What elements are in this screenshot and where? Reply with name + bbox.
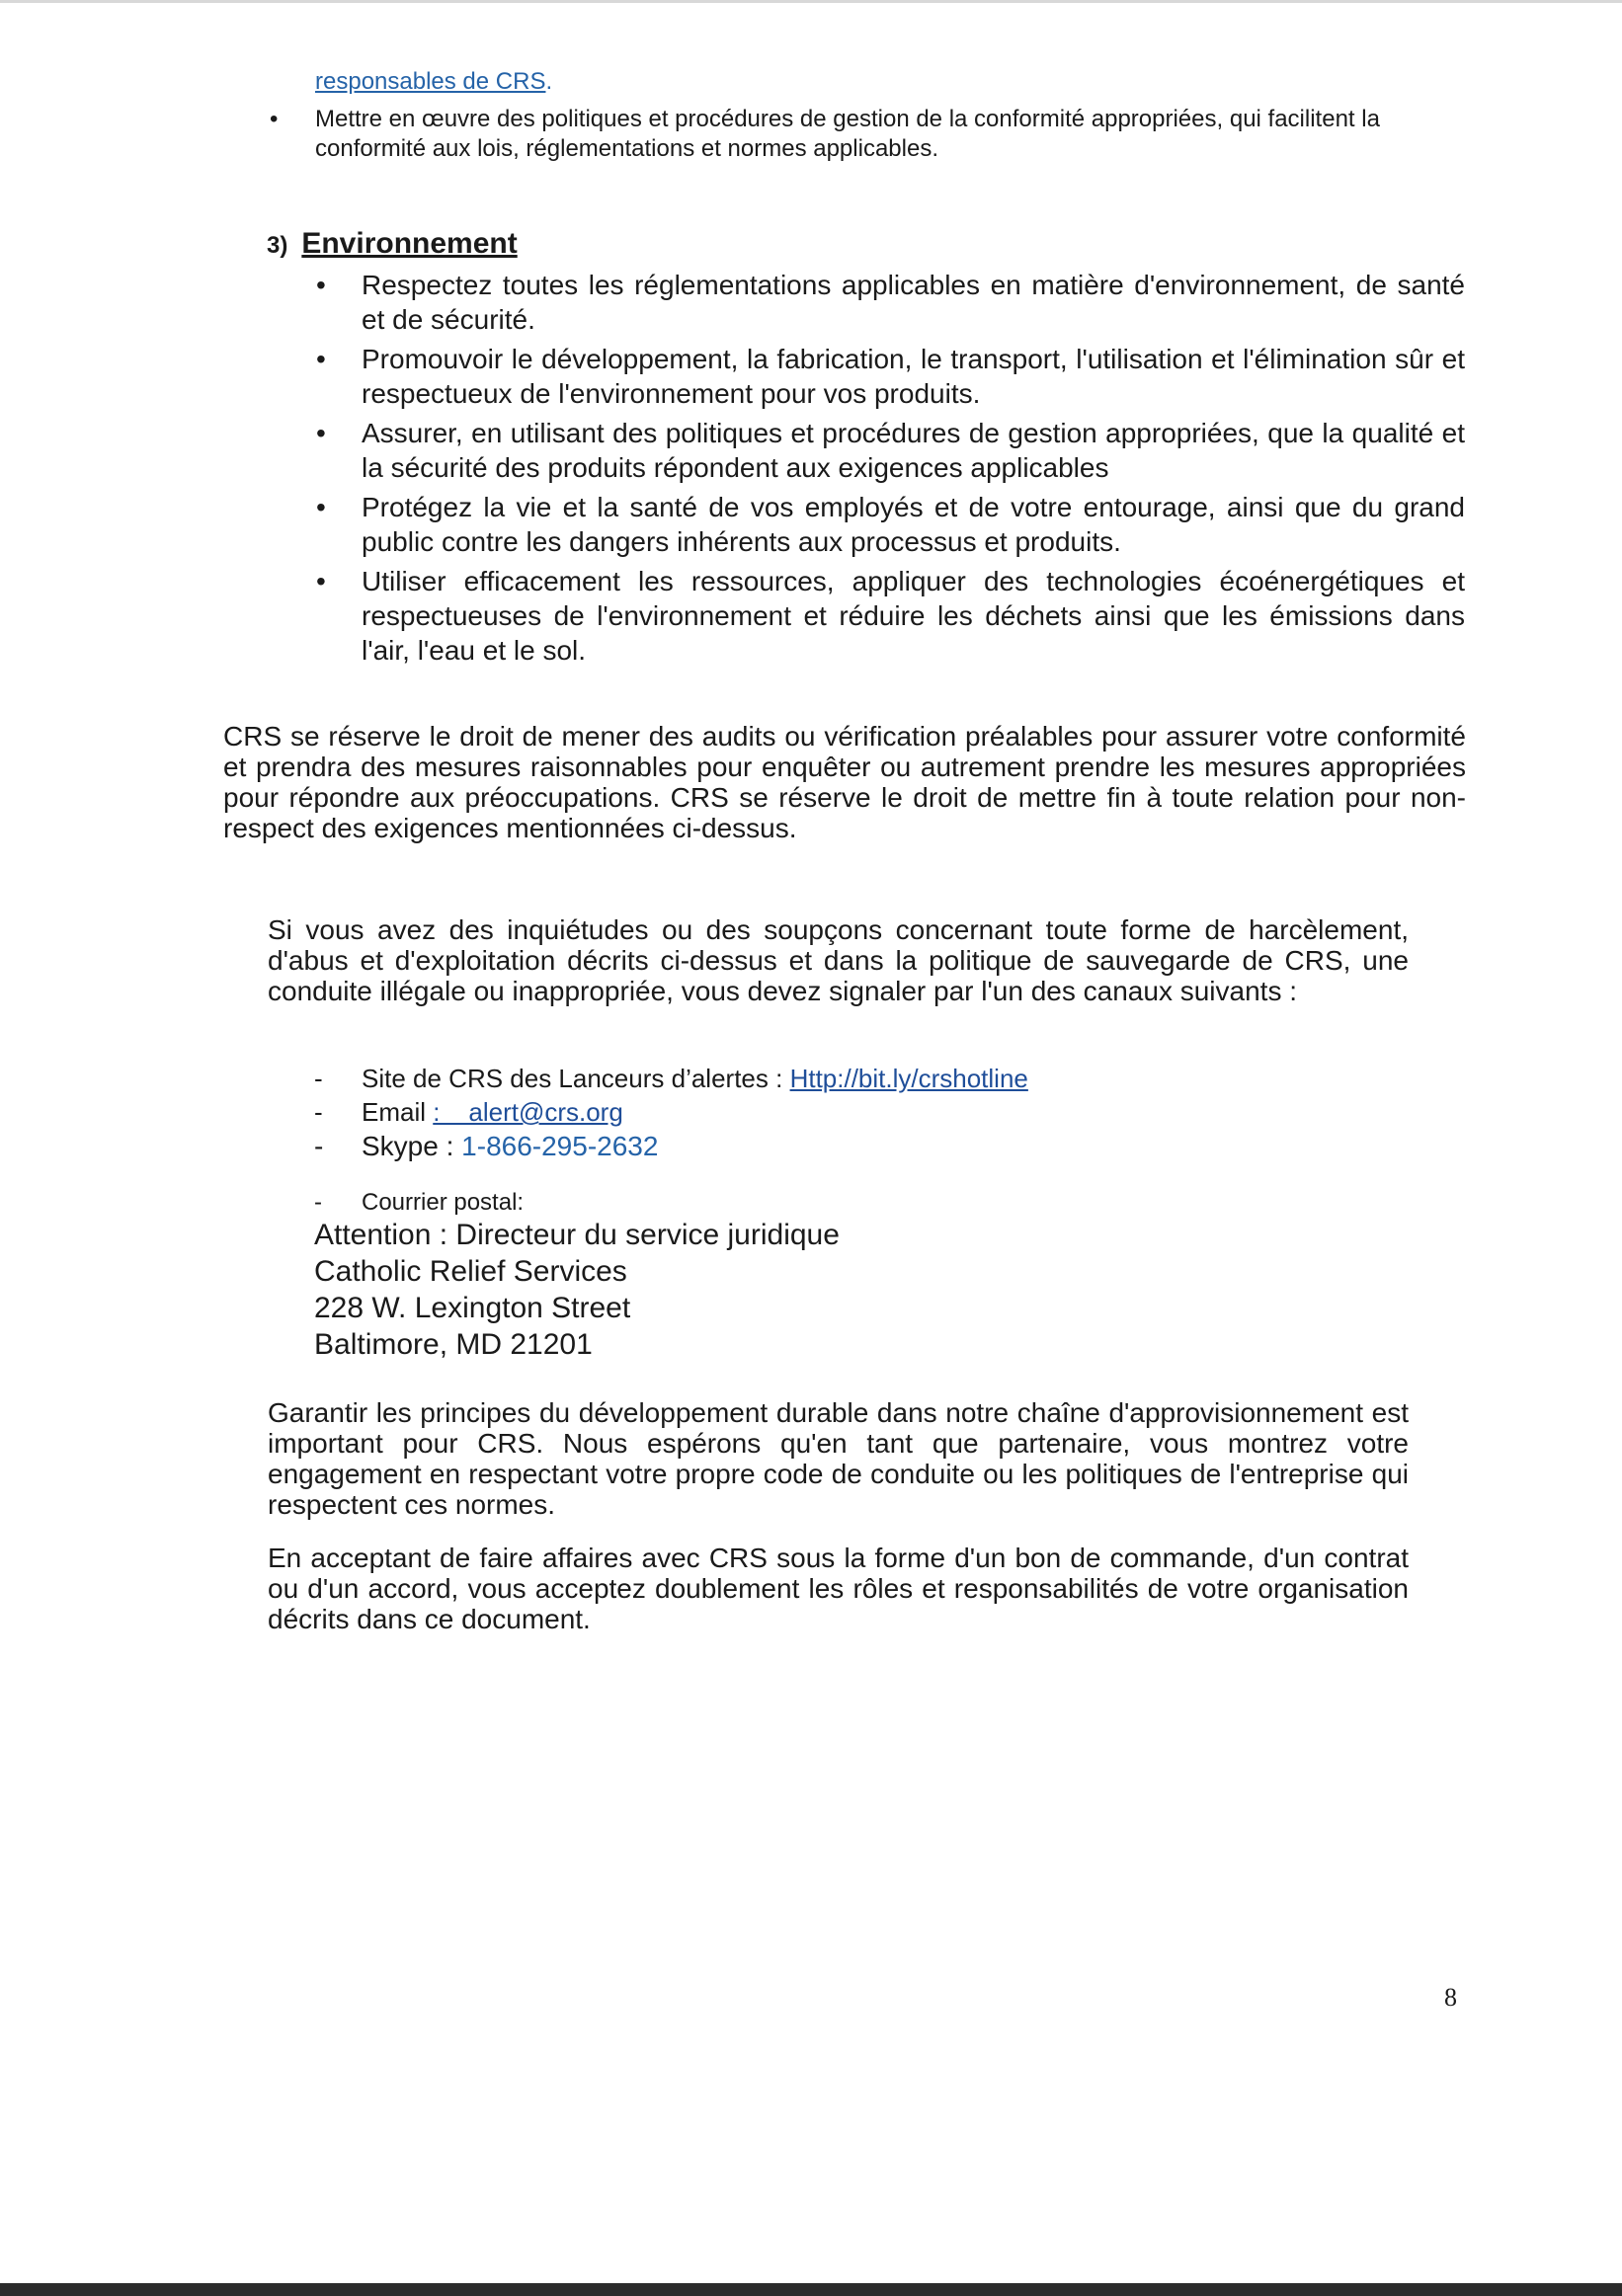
- environment-list: [314, 268, 1465, 673]
- postal-channel: [314, 1186, 1302, 1220]
- address-line: Catholic Relief Services: [314, 1255, 627, 1288]
- dash-marker: -: [314, 1064, 323, 1093]
- continuation-bullet-list: [262, 105, 1427, 164]
- link-trailing-period: .: [545, 68, 553, 95]
- postal-label: Courrier postal:: [362, 1189, 525, 1216]
- address-line: Attention : Directeur du service juridique: [314, 1219, 840, 1251]
- acceptance-paragraph: En acceptant de faire affaires avec CRS sous la forme d'un bon de commande, d'un contrat ou d'un accord, vous acceptez doublement les rôles et responsabilités de votre organisation décrits dans ce document.: [268, 1543, 1409, 1634]
- rights-paragraph: CRS se réserve le droit de mener des audits ou vérification préalables pour assurer votre conformité et prendra des mesures raisonnables pour enquêter ou autrement prendre les mesures appropriées pour répondre aux préoccupations. CRS se réserve le droit de mettre fin à toute relation pour non-respect des exigences mentionnées ci-dessus.: [223, 721, 1466, 843]
- environment-bullet: • Assurer, en utilisant des politiques et procédures de gestion appropriées, que la qualité et la sécurité des produits répondent aux exigences applicables: [314, 416, 1465, 485]
- skype-number[interactable]: 1-866-295-2632: [461, 1131, 659, 1161]
- dash-marker: -: [314, 1131, 324, 1161]
- environment-bullet: • Protégez la vie et la santé de vos employés et de votre entourage, ainsi que du grand public contre les dangers inhérents aux processus et produits.: [314, 490, 1465, 559]
- section-heading: [267, 227, 518, 261]
- concern-paragraph: Si vous avez des inquiétudes ou des soupçons concernant toute forme de harcèlement, d'abus et d'exploitation décrits ci-dessus et dans la politique de sauvegarde de CRS, une conduite illégale ou inappropriée, vous devez signaler par l'un des canaux suivants :: [268, 914, 1409, 1006]
- continuation-link-line: [315, 67, 1427, 97]
- skype-channel: [314, 1129, 1302, 1164]
- environment-bullet: • Respectez toutes les réglementations applicables en matière d'environnement, de santé et de sécurité.: [314, 268, 1465, 337]
- email-label: Email: [362, 1097, 434, 1127]
- dash-marker: -: [314, 1097, 323, 1127]
- address-line: 228 W. Lexington Street: [314, 1292, 631, 1324]
- hotline-channel: [314, 1062, 1302, 1095]
- page-number: 8: [1444, 1983, 1457, 2012]
- reporting-channels: [314, 1062, 1302, 1220]
- bottom-edge: [0, 2283, 1622, 2296]
- environment-bullet: • Promouvoir le développement, la fabrication, le transport, l'utilisation et l'élimination sûr et respectueux de l'environnement pour vos produits.: [314, 342, 1465, 411]
- section-title: Environnement: [301, 227, 518, 260]
- skype-label: Skype :: [362, 1131, 462, 1161]
- email-channel: [314, 1095, 1302, 1129]
- section-number: 3): [267, 232, 288, 259]
- email-link[interactable]: : alert@crs.org: [433, 1097, 623, 1127]
- address-line: Baltimore, MD 21201: [314, 1328, 593, 1361]
- top-edge: [0, 0, 1622, 3]
- postal-address: [314, 1217, 840, 1363]
- hotline-label: Site de CRS des Lanceurs d’alertes :: [362, 1064, 790, 1093]
- hotline-link[interactable]: Http://bit.ly/crshotline: [789, 1064, 1028, 1093]
- continuation-block: [262, 67, 1427, 164]
- environment-bullet: • Utiliser efficacement les ressources, appliquer des technologies écoénergétiques et respectueuses de l'environnement et réduire les déchets ainsi que les émissions dans l'air, l'eau et le sol.: [314, 564, 1465, 668]
- responsables-link[interactable]: responsables de CRS: [315, 68, 546, 95]
- continuation-bullet: • Mettre en œuvre des politiques et procédures de gestion de la conformité appropriées, qui facilitent la conformité aux lois, réglementations et normes applicables.: [262, 105, 1427, 164]
- sustainability-paragraph: Garantir les principes du développement durable dans notre chaîne d'approvisionnement est important pour CRS. Nous espérons qu'en tant que partenaire, vous montrez votre engagement en respectant votre propre code de conduite ou les politiques de l'entreprise qui respectent ces normes.: [268, 1397, 1409, 1520]
- dash-marker: -: [314, 1189, 322, 1216]
